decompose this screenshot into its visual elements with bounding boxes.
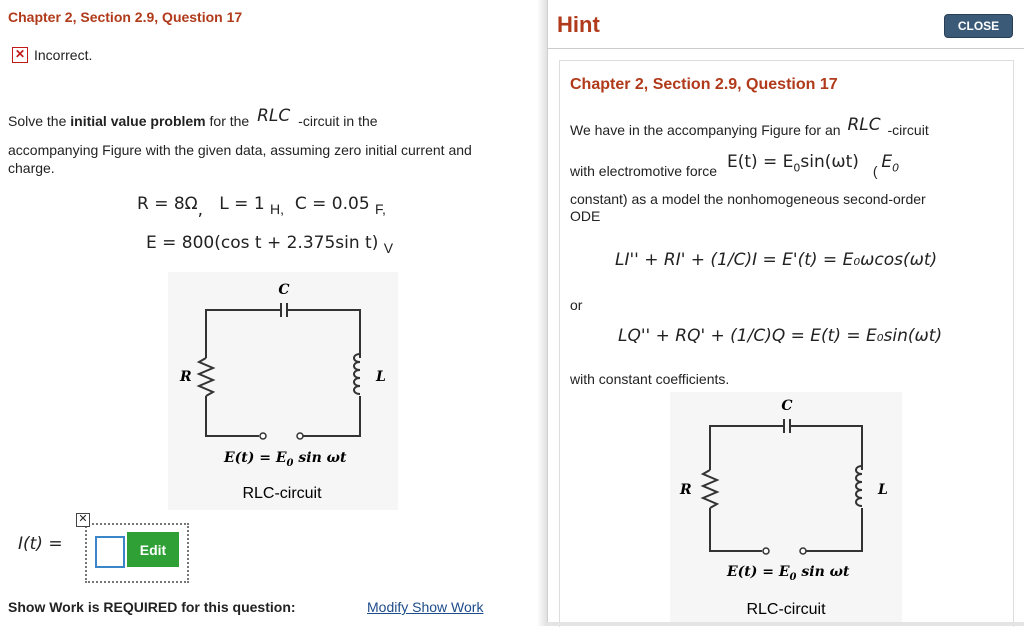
hint-circuit-label-r: R	[680, 482, 692, 498]
given-capacitance-unit: F,	[375, 201, 386, 217]
given-values-row	[137, 194, 386, 220]
resistor-symbol	[199, 358, 213, 396]
inductor-symbol	[354, 354, 360, 394]
hint-rlc-symbol: RLC	[847, 115, 881, 135]
circuit-figure	[168, 272, 398, 510]
hint-p2-paren: (	[872, 163, 878, 179]
incorrect-label: Incorrect.	[34, 47, 93, 63]
panel-shadow	[537, 0, 547, 626]
hint-p2-a: with electromotive force	[570, 163, 718, 179]
hint-equation-2: LQ'' + RQ' + (1/C)Q = E(t) = E₀sin(ωt)	[618, 326, 943, 346]
hint-p1-a: We have in the accompanying Figure for an	[570, 122, 841, 138]
intro-part1: Solve the	[8, 113, 67, 129]
question-intro-line1	[8, 106, 378, 131]
given-emf-unit: V	[383, 240, 394, 256]
hint-equation-1: LI'' + RI' + (1/C)I = E'(t) = E₀ωcos(ωt)	[615, 250, 938, 270]
hint-circuit-label-c: C	[781, 398, 793, 414]
hint-p1-b: -circuit	[887, 122, 929, 138]
hint-inductor-symbol	[856, 466, 862, 506]
hint-circuit-diagram	[670, 392, 902, 624]
given-emf-row	[146, 233, 394, 256]
question-title: Chapter 2, Section 2.9, Question 17	[8, 9, 243, 25]
hint-circuit-figure	[670, 392, 902, 624]
hint-circuit-caption: RLC-circuit	[746, 601, 826, 618]
hint-subtitle: Chapter 2, Section 2.9, Question 17	[570, 76, 838, 93]
given-inductance-unit: H,	[270, 201, 285, 217]
circuit-caption: RLC-circuit	[242, 485, 322, 502]
question-intro-line3: charge.	[8, 160, 55, 176]
circuit-source-label: $E(t) = E_0$ sin ωt	[224, 450, 347, 469]
circuit-label-c: C	[278, 282, 290, 298]
incorrect-x-icon: ✕	[12, 47, 28, 63]
incorrect-status	[12, 47, 92, 63]
hint-header-divider	[547, 48, 1024, 49]
hint-emf-equation: $E(t) = E_0\sin(\omega t)$	[726, 152, 859, 175]
hint-para4: ODE	[570, 208, 601, 224]
question-intro-line2: accompanying Figure with the given data, assuming zero initial current and	[8, 142, 472, 158]
hint-para1	[570, 115, 929, 140]
hint-scroll-edge	[547, 622, 1024, 626]
rlc-symbol: RLC	[257, 106, 291, 126]
show-work-label: Show Work is REQUIRED for this question:	[8, 599, 296, 615]
intro-part2: for the	[209, 113, 250, 129]
edit-button[interactable]: Edit	[127, 532, 179, 567]
hint-title: Hint	[557, 12, 600, 37]
hint-circuit-label-l: L	[878, 482, 888, 498]
given-comma: ,	[197, 200, 204, 220]
intro-part3: -circuit in the	[298, 113, 378, 129]
hint-circuit-source-label: $E(t) = E_0$ sin ωt	[727, 564, 850, 583]
answer-label: I(t) =	[18, 534, 63, 554]
hint-para3: constant) as a model the nonhomogeneous second-order	[570, 191, 926, 207]
given-inductance: L = 1	[219, 194, 265, 214]
hint-or: or	[570, 297, 583, 313]
hint-para5: with constant coefficients.	[570, 371, 730, 387]
modify-show-work-link[interactable]: Modify Show Work	[367, 599, 484, 615]
circuit-label-r: R	[180, 369, 192, 385]
hint-para2	[570, 152, 900, 179]
circuit-diagram	[168, 272, 398, 510]
answer-clear-icon[interactable]: ✕	[76, 513, 90, 527]
hint-e0-symbol: $E_0$	[881, 152, 900, 175]
intro-bold: initial value problem	[70, 113, 206, 129]
answer-input[interactable]	[95, 536, 125, 568]
hint-resistor-symbol	[703, 470, 717, 508]
given-emf: E = 800(cos t + 2.375sin t)	[146, 233, 379, 253]
given-capacitance: C = 0.05	[294, 194, 370, 214]
close-button[interactable]: CLOSE	[944, 14, 1013, 38]
circuit-label-l: L	[376, 369, 386, 385]
given-resistance: R = 8Ω	[137, 194, 198, 214]
